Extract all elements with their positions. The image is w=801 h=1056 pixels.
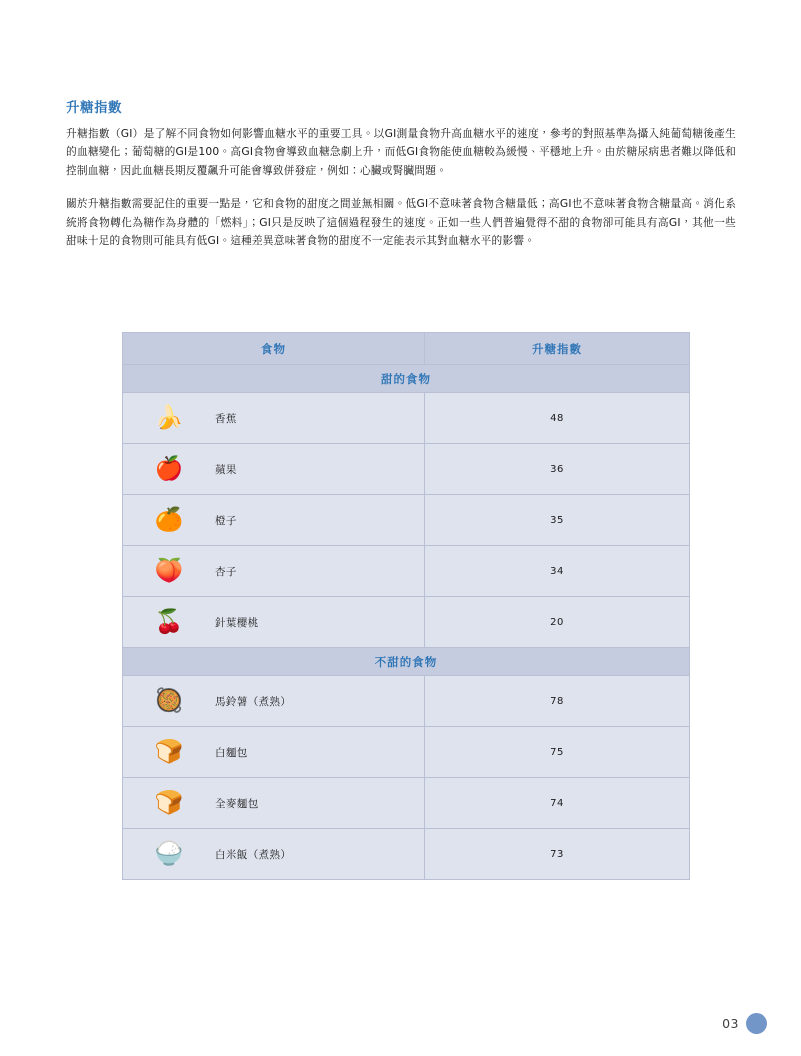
page-footer	[722, 1013, 767, 1034]
gi-value: 35	[425, 495, 690, 546]
gi-value: 36	[425, 444, 690, 495]
glycemic-index-table	[122, 332, 690, 880]
section-label-not-sweet: 不甜的食物	[123, 648, 690, 676]
gi-value: 20	[425, 597, 690, 648]
gi-value: 75	[425, 727, 690, 778]
column-header-gi: 升糖指數	[425, 333, 690, 365]
orange-icon: 🍊	[154, 506, 184, 533]
food-name: 蘋果	[215, 463, 237, 476]
food-name: 白麵包	[215, 746, 248, 759]
apple-icon: 🍎	[154, 455, 184, 482]
column-header-food: 食物	[123, 333, 425, 365]
table-body	[123, 365, 690, 880]
table-row	[123, 393, 690, 444]
gi-value: 34	[425, 546, 690, 597]
food-name: 杏子	[215, 565, 237, 578]
table-row	[123, 778, 690, 829]
table-row	[123, 727, 690, 778]
food-name: 馬鈴薯（煮熟）	[215, 695, 292, 708]
acerola-cherry-icon: 🍒	[154, 608, 184, 635]
table-row	[123, 597, 690, 648]
table-row	[123, 829, 690, 880]
paragraph-1: 升糖指數（GI）是了解不同食物如何影響血糖水平的重要工具。以GI測量食物升高血糖水平的速度，參考的對照基準為攝入純葡萄糖後產生的血糖變化；葡萄糖的GI是100。高GI食物會導致血糖急劇上升，而低GI食物能使血糖較為緩慢、平穩地上升。由於糖尿病患者難以降低和控制血糖，因此血糖長期反覆飆升可能會導致併發症，例如：心臟或腎臟問題。	[66, 127, 736, 177]
food-name: 全麥麵包	[215, 797, 259, 810]
food-cell	[123, 727, 425, 778]
table-section-row	[123, 648, 690, 676]
glycemic-index-table-container	[122, 332, 689, 880]
food-name: 橙子	[215, 514, 237, 527]
cooked-white-rice-icon: 🍚	[154, 840, 184, 867]
food-name: 針葉櫻桃	[215, 616, 259, 629]
food-cell	[123, 597, 425, 648]
food-name: 香蕉	[215, 412, 237, 425]
food-cell	[123, 829, 425, 880]
section-label-sweet: 甜的食物	[123, 365, 690, 393]
food-cell	[123, 546, 425, 597]
food-name: 白米飯（煮熟）	[215, 848, 292, 861]
apricot-icon: 🍑	[154, 557, 184, 584]
paragraph-2: 關於升糖指數需要記住的重要一點是，它和食物的甜度之間並無相關。低GI不意味著食物含糖量低；高GI也不意味著食物含糖量高。消化系統將食物轉化為糖作為身體的「燃料」；GI只是反映了這個過程發生的速度。正如一些人們普遍覺得不甜的食物卻可能具有高GI，其他一些甜味十足的食物則可能具有低GI。這種差異意味著食物的甜度不一定能表示其對血糖水平的影響。	[66, 197, 736, 248]
article-body	[66, 96, 736, 250]
table-section-row	[123, 365, 690, 393]
table-header	[123, 333, 690, 365]
page-dot-decoration	[746, 1013, 767, 1034]
banana-icon: 🍌	[154, 404, 184, 431]
gi-value: 78	[425, 676, 690, 727]
whole-wheat-bread-icon: 🍞	[154, 789, 184, 816]
table-row	[123, 495, 690, 546]
page-title: 升糖指數	[66, 100, 122, 116]
table-row	[123, 444, 690, 495]
gi-value: 73	[425, 829, 690, 880]
table-row	[123, 546, 690, 597]
gi-value: 74	[425, 778, 690, 829]
food-cell	[123, 495, 425, 546]
food-cell	[123, 393, 425, 444]
food-cell	[123, 676, 425, 727]
table-header-row	[123, 333, 690, 365]
food-cell	[123, 778, 425, 829]
gi-value: 48	[425, 393, 690, 444]
boiled-potato-icon: 🥘	[154, 687, 184, 714]
white-bread-icon: 🍞	[154, 738, 184, 765]
table-row	[123, 676, 690, 727]
page-number: 03	[722, 1016, 739, 1031]
food-cell	[123, 444, 425, 495]
